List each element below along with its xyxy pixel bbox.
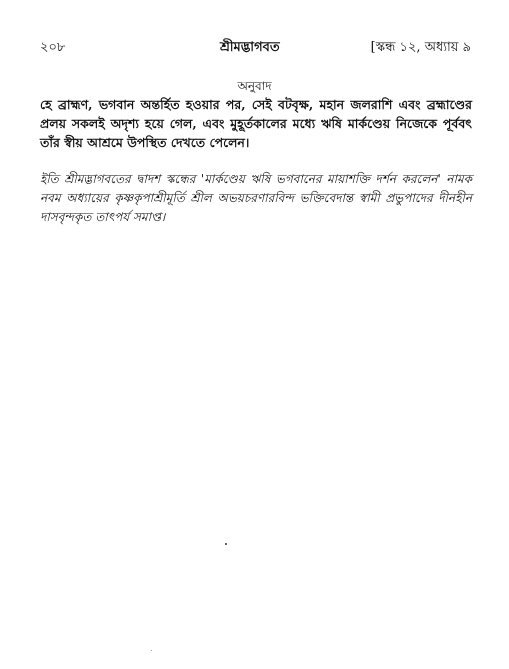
- page-number: ২০৮: [40, 40, 66, 55]
- running-title: শ্রীমদ্ভাগবত: [220, 40, 280, 55]
- chapter-colophon: ইতি শ্রীমদ্ভাগবতের দ্বাদশ স্কন্ধের 'মার্কণ্ডেয় ঋষি ভগবানের মায়াশক্তি দর্শন করলেন' নামক নবম অধ্যায়ের কৃষ্ণকৃপাশ্রীমূর্তি শ্রীল অভয়চরণারবিন্দ ভক্তিবেদান্ত স্বামী প্রভুপাদের দীনহীন দাসবৃন্দকৃত তাৎপর্য সমাপ্ত।: [40, 172, 472, 224]
- translation-heading: অনুবাদ: [237, 79, 272, 93]
- scan-speck: [225, 543, 227, 545]
- translation-paragraph: হে ব্রাহ্মণ, ভগবান অন্তর্হিত হওয়ার পর, সেই বটবৃক্ষ, মহান জলরাশি এবং ব্রহ্মাণ্ডের প্রলয় সকলই অদৃশ্য হয়ে গেল, এবং মুহূর্তকালের মধ্যে ঋষি মার্কণ্ডেয় নিজেকে পূর্ববৎ তাঁর স্বীয় আশ্রমে উপস্থিত দেখতে পেলেন।: [40, 97, 472, 150]
- section-reference: [স্কন্ধ ১২, অধ্যায় ৯: [370, 40, 471, 55]
- page-header: [40, 38, 471, 58]
- scan-speck: [151, 650, 152, 651]
